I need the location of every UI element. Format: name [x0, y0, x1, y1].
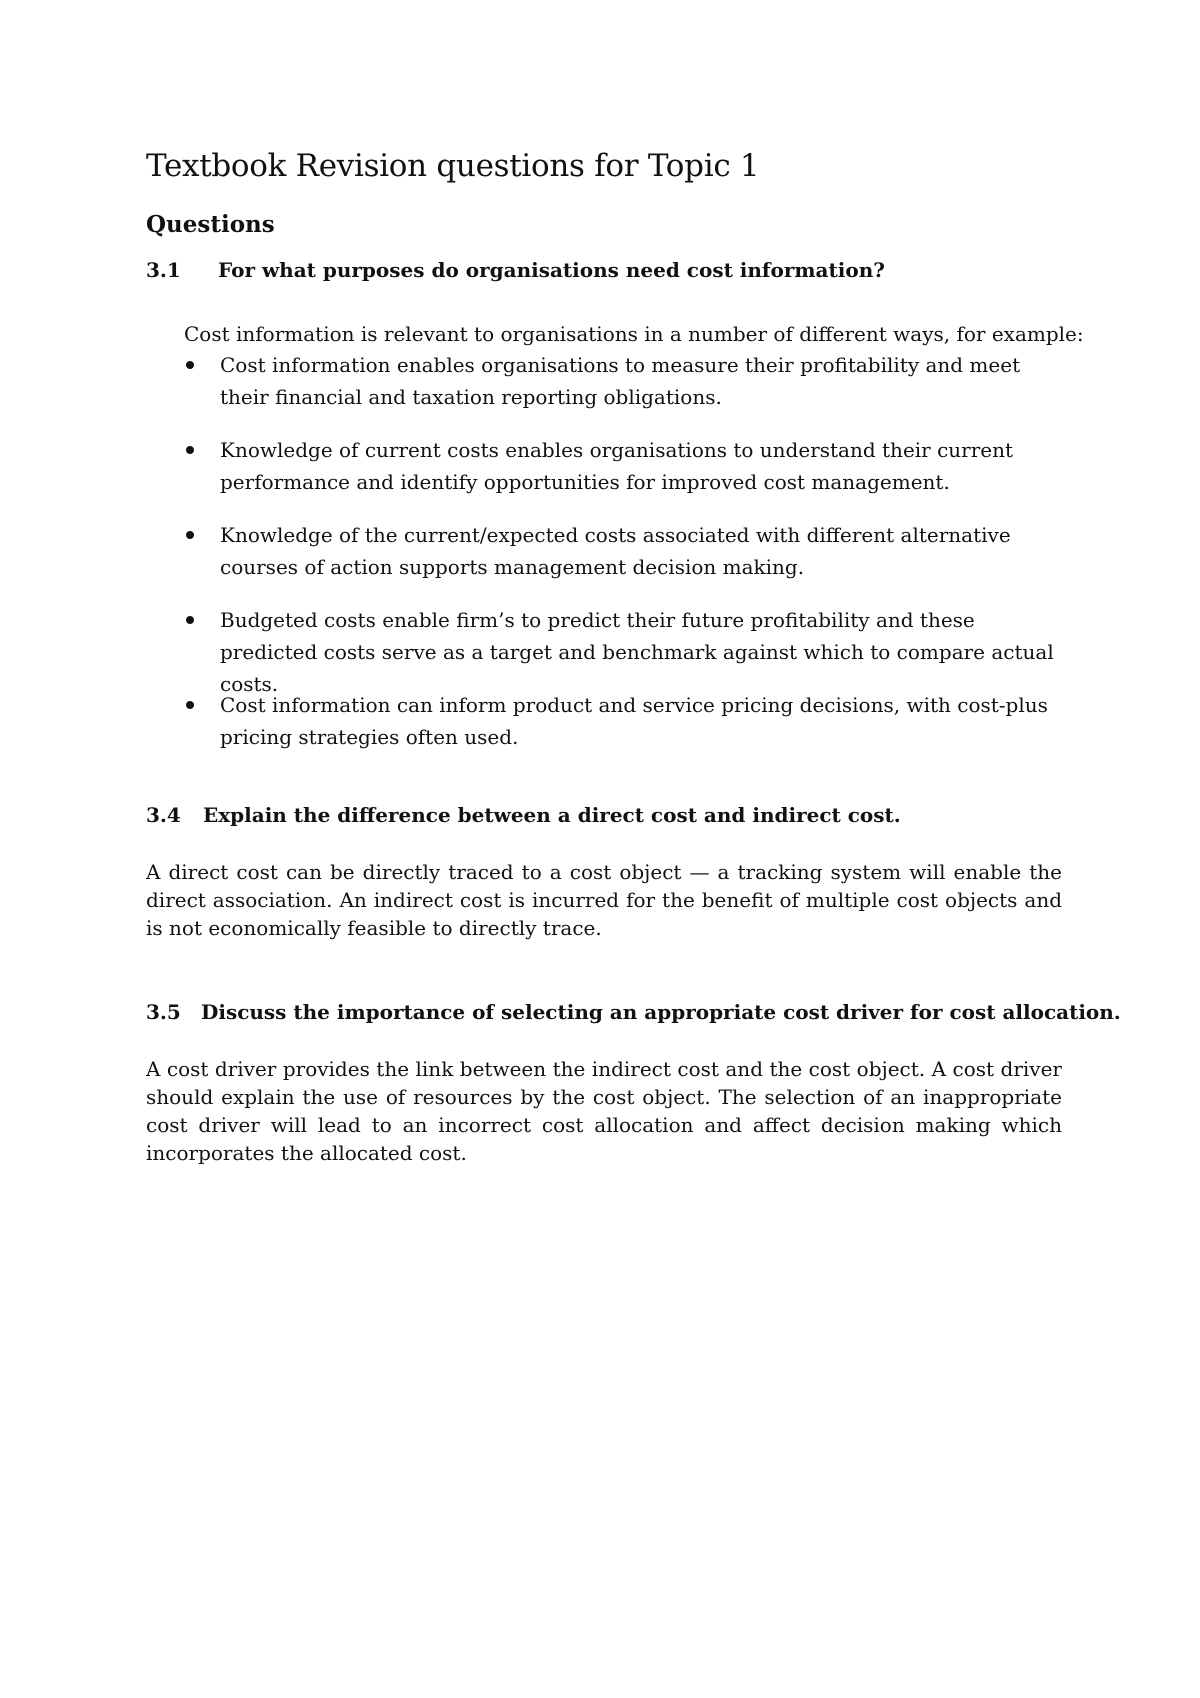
list-item: [184, 689, 1064, 753]
question-3-5-answer: A cost driver provides the link between the indirect cost and the cost object. A cost driver should explain the use of resources by the cost object. The selection of an inappropriate cost driver will lead to an incorrect cost allocation and affect decision making which incorporates the allocated cost.: [146, 1057, 1062, 1165]
question-number: 3.4: [146, 803, 181, 827]
question-heading-3-1: [146, 258, 885, 282]
bullet-icon: [186, 361, 194, 369]
bullet-text: Knowledge of the current/expected costs associated with different alternative courses of action supports management decision making.: [220, 523, 1011, 579]
list-item: [184, 349, 1064, 413]
section-heading-questions: Questions: [146, 211, 275, 238]
question-text: Explain the difference between a direct cost and indirect cost.: [203, 803, 901, 827]
bullet-text: Cost information enables organisations to measure their profitability and meet their financial and taxation reporting obligations.: [220, 353, 1021, 409]
document-title: Textbook Revision questions for Topic 1: [146, 148, 760, 184]
question-heading-3-4: [146, 803, 901, 827]
bullet-icon: [186, 531, 194, 539]
bullet-text: Knowledge of current costs enables organisations to understand their current performance and identify opportunities for improved cost management.: [220, 438, 1014, 494]
question-text: Discuss the importance of selecting an appropriate cost driver for cost allocation.: [201, 1000, 1121, 1024]
question-3-4-answer: A direct cost can be directly traced to a cost object — a tracking system will enable the direct association. An indirect cost is incurred for the benefit of multiple cost objects and is not economically feasible to directly trace.: [146, 860, 1062, 940]
question-number: 3.1: [146, 258, 181, 282]
bullet-text: Budgeted costs enable firm’s to predict their future profitability and these predicted costs serve as a target and benchmark against which to compare actual costs.: [220, 608, 1054, 696]
question-3-1-bullet-list: [184, 349, 1064, 774]
bullet-icon: [186, 701, 194, 709]
bullet-text: Cost information can inform product and service pricing decisions, with cost-plus pricing strategies often used.: [220, 693, 1048, 749]
bullet-icon: [186, 616, 194, 624]
list-item: [184, 604, 1064, 696]
bullet-icon: [186, 446, 194, 454]
question-text: For what purposes do organisations need cost information?: [218, 258, 885, 282]
list-item: [184, 519, 1064, 583]
question-number: 3.5: [146, 1000, 181, 1024]
question-3-1-intro: Cost information is relevant to organisations in a number of different ways, for example:: [184, 322, 1084, 346]
list-item: [184, 434, 1064, 498]
question-heading-3-5: [146, 1000, 1121, 1024]
